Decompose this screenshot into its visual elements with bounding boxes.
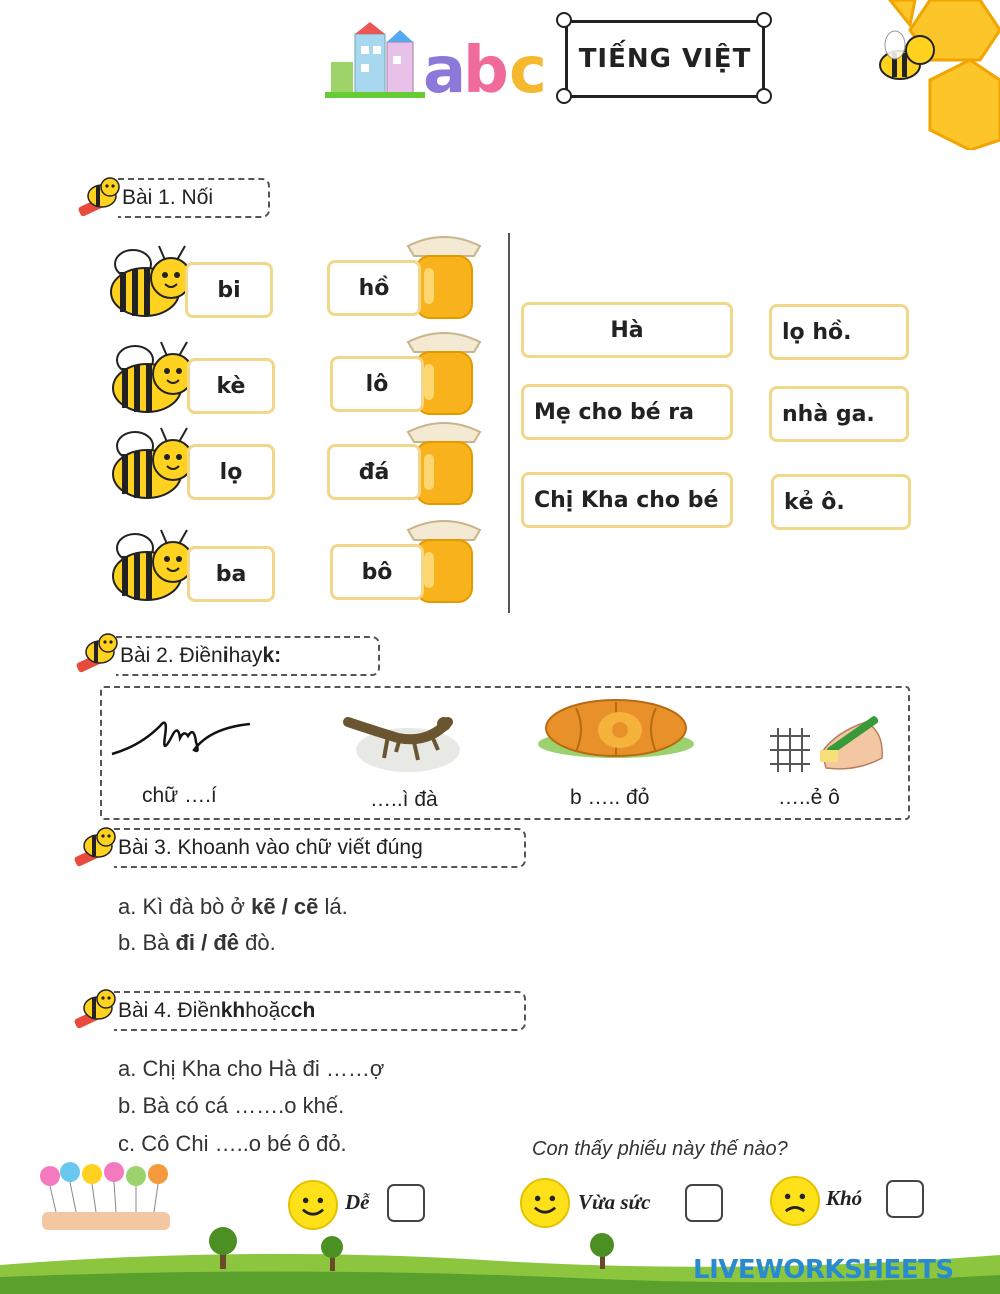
option-label-easy: Dễ	[345, 1190, 370, 1214]
syllable-box-left[interactable]: lọ	[187, 444, 275, 500]
drawing-hand-icon	[766, 702, 890, 776]
corner-curl	[556, 88, 572, 104]
syllable-box-right[interactable]: bô	[330, 544, 424, 600]
section-2-title: Bài 2. Điền	[120, 644, 223, 667]
exercise-4-line-b[interactable]: b. Bà có cá …….o khế.	[118, 1093, 345, 1118]
letter-i: i	[222, 644, 229, 667]
section-4-title: Bài 4. Điền	[118, 999, 221, 1022]
letters-kh: kh	[220, 999, 246, 1022]
abc-logo-art	[325, 22, 557, 100]
smiley-face-icon	[520, 1178, 570, 1228]
section-2-title-mid: hay	[228, 644, 263, 667]
fill-blank-4[interactable]: …..ẻ ô	[778, 786, 840, 809]
option-label-hard: Khó	[826, 1186, 863, 1210]
corner-curl	[756, 12, 772, 28]
fill-blank-2[interactable]: …..ì đà	[370, 788, 438, 811]
syllable-box-right[interactable]: hồ	[327, 260, 421, 316]
syllable-box-left[interactable]: ba	[187, 546, 275, 602]
pumpkin-icon	[536, 694, 696, 760]
syllable-box-right[interactable]: đá	[327, 444, 421, 500]
bee-icon	[107, 526, 199, 606]
syllable-box-right[interactable]: lô	[330, 356, 424, 412]
title-box	[565, 20, 765, 98]
section-1-heading	[118, 178, 270, 218]
phrase-box-left[interactable]: Hà	[521, 302, 733, 358]
feedback-question: Con thấy phiếu này thế nào?	[532, 1138, 788, 1160]
section-4-heading	[114, 991, 526, 1031]
section-divider	[508, 233, 510, 613]
checkbox-hard[interactable]	[886, 1180, 924, 1218]
choice-b[interactable]: đi / đê	[175, 930, 240, 955]
syllable-box-left[interactable]: kè	[187, 358, 275, 414]
letters-ch: ch	[290, 999, 316, 1022]
smiley-face-icon	[288, 1180, 338, 1230]
page-title: TIẾNG VIỆT	[578, 44, 752, 74]
svg-text:c: c	[509, 34, 547, 100]
checkbox-medium[interactable]	[685, 1184, 723, 1222]
signature-icon	[110, 706, 255, 766]
kids-balloons-icon	[36, 1162, 176, 1234]
fill-blank-3[interactable]: b ….. đỏ	[570, 786, 650, 809]
phrase-box-left[interactable]: Chị Kha cho bé	[521, 472, 733, 528]
svg-text:a: a	[423, 34, 467, 100]
bee-icon	[107, 424, 199, 504]
corner-curl	[556, 12, 572, 28]
bee-icon	[105, 242, 197, 322]
exercise-4-line-a[interactable]: a. Chị Kha cho Hà đi ……ợ	[118, 1056, 385, 1081]
section-1-title: Bài 1. Nối	[122, 186, 214, 209]
sad-face-icon	[770, 1176, 820, 1226]
line-b-text: b. Bà	[118, 930, 176, 955]
brand-logo: LIVEWORKSHEETS	[693, 1255, 954, 1285]
section-2-heading	[116, 636, 380, 676]
line-a-text: a. Kì đà bò ở	[118, 894, 252, 919]
checkbox-easy[interactable]	[387, 1184, 425, 1222]
lizard-icon	[338, 702, 462, 774]
fill-blank-1[interactable]: chữ ….í	[142, 784, 217, 807]
section-4-title-mid: hoặc	[245, 999, 291, 1022]
svg-text:b: b	[463, 34, 509, 100]
bee-icon	[107, 338, 199, 418]
exercise-4-line-c[interactable]: c. Cô Chi …..o bé ô đỏ.	[118, 1131, 347, 1156]
option-label-medium: Vừa sức	[578, 1190, 651, 1214]
phrase-box-right[interactable]: lọ hồ.	[769, 304, 909, 360]
phrase-box-right[interactable]: kẻ ô.	[771, 474, 911, 530]
line-a-end: lá.	[318, 894, 348, 919]
line-b-end: đò.	[239, 930, 276, 955]
choice-a[interactable]: kẽ / cẽ	[251, 894, 319, 919]
letter-k: k:	[262, 644, 282, 667]
section-3-heading	[114, 828, 526, 868]
exercise-3-line-a	[118, 894, 348, 920]
exercise-3-line-b	[118, 930, 276, 956]
honeycomb-bee-decoration	[870, 0, 1000, 150]
phrase-box-left[interactable]: Mẹ cho bé ra	[521, 384, 733, 440]
syllable-box-left[interactable]: bi	[185, 262, 273, 318]
phrase-box-right[interactable]: nhà ga.	[769, 386, 909, 442]
corner-curl	[756, 88, 772, 104]
section-3-title: Bài 3. Khoanh vào chữ viết đúng	[118, 836, 423, 859]
